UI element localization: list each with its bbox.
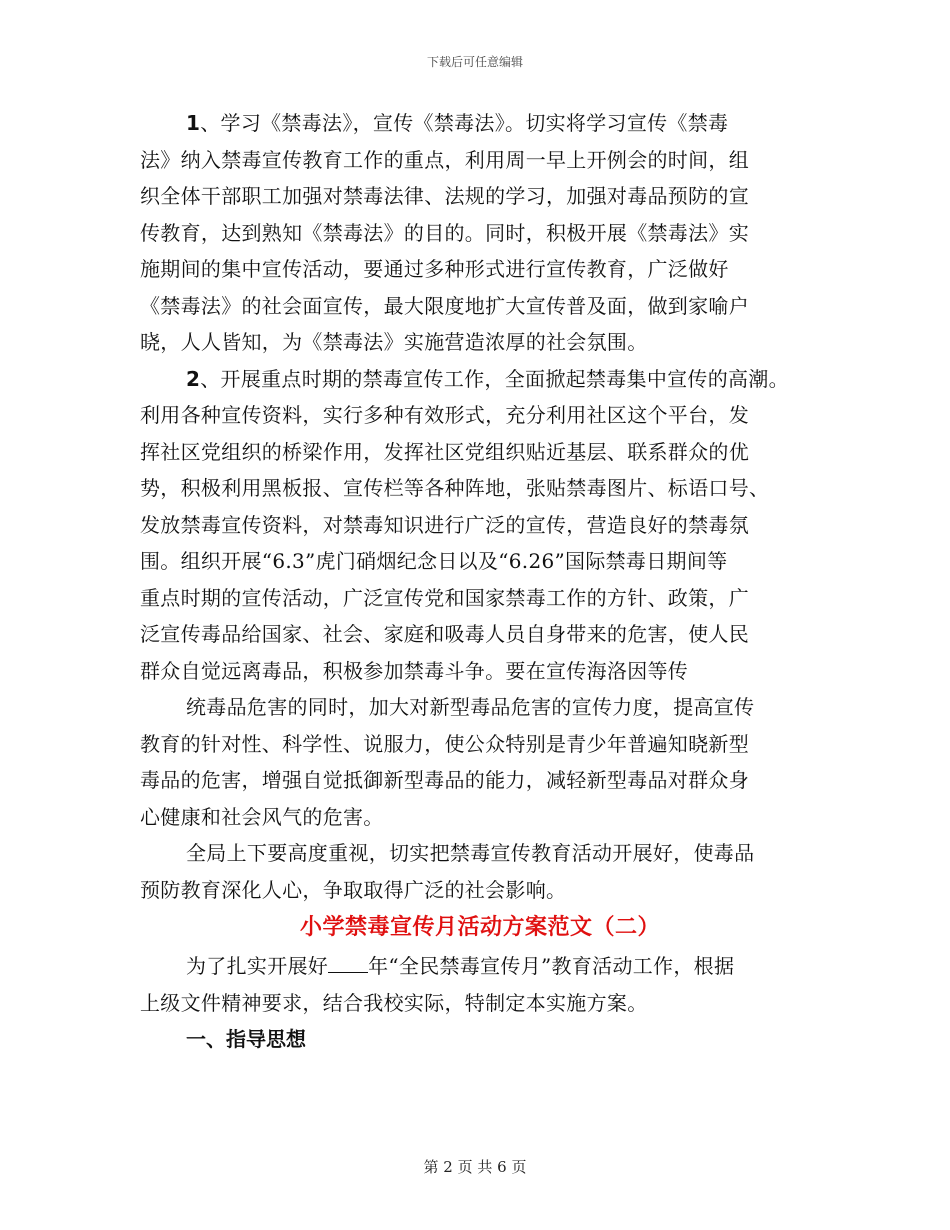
paragraph-line: 围。组织开展“6.3”虎门硝烟纪念日以及“6.26”国际禁毒日期间等 bbox=[140, 549, 728, 573]
paragraph-line: 重点时期的宣传活动，广泛宣传党和国家禁毒工作的方针、政策，广 bbox=[140, 585, 749, 610]
paragraph-line: 施期间的集中宣传活动，要通过多种形式进行宣传教育，广泛做好 bbox=[140, 257, 729, 281]
paragraph-line: 心健康和社会风气的危害。 bbox=[140, 804, 384, 829]
paragraph-line: 《禁毒法》的社会面宣传，最大限度地扩大宣传普及面，做到家喻户 bbox=[140, 293, 749, 318]
paragraph-line: 势，积极利用黑板报、宣传栏等各种阵地，张贴禁毒图片、标语口号、 bbox=[140, 476, 770, 500]
paragraph-line: 上级文件精神要求，结合我校实际，特制定本实施方案。 bbox=[140, 990, 648, 1015]
line-text: 为了扎实开展好 bbox=[186, 954, 329, 978]
paragraph-line: 传教育，达到熟知《禁毒法》的目的。同时，积极开展《禁毒法》实 bbox=[140, 220, 749, 245]
paragraph-line: 泛宣传毒品给国家、社会、家庭和吸毒人员自身带来的危害，使人民 bbox=[140, 622, 749, 646]
paragraph-1 bbox=[140, 105, 830, 361]
page-number: 第 2 页 共 6 页 bbox=[423, 1158, 527, 1176]
paragraph-line: 教育的针对性、科学性、说服力，使公众特别是青少年普遍知晓新型 bbox=[140, 731, 749, 756]
paragraph-line bbox=[140, 105, 830, 142]
line-text: 、学习《禁毒法》，宣传《禁毒法》。切实将学习宣传《禁毒 bbox=[200, 111, 729, 135]
paragraph-line: 全局上下要高度重视，切实把禁毒宣传教育活动开展好，使毒品 bbox=[186, 841, 755, 865]
paragraph-line: 织全体干部职工加强对禁毒法律、法规的学习，加强对毒品预防的宣 bbox=[140, 184, 749, 208]
blank-underline bbox=[328, 954, 368, 973]
paragraph-5 bbox=[140, 948, 830, 1021]
paragraph-line: 预防教育深化人心，争取取得广泛的社会影响。 bbox=[140, 877, 567, 902]
subheading-guiding-ideology: 一、指导思想 bbox=[186, 1027, 306, 1051]
paragraph-line: 群众自觉远离毒品，积极参加禁毒斗争。要在宣传海洛因等传 bbox=[140, 658, 689, 683]
paragraph-line: 发放禁毒宣传资料，对禁毒知识进行广泛的宣传，营造良好的禁毒氛 bbox=[140, 512, 749, 537]
paragraph-line: 晓，人人皆知，为《禁毒法》实施营造浓厚的社会氛围。 bbox=[140, 330, 648, 354]
paragraph-line bbox=[140, 361, 830, 398]
download-note: 下载后可任意编辑 bbox=[426, 55, 523, 69]
paragraph-4 bbox=[140, 835, 830, 908]
line-text: 、开展重点时期的禁毒宣传工作，全面掀起禁毒集中宣传的高潮。 bbox=[200, 366, 789, 391]
paragraph-line: 统毒品危害的同时，加大对新型毒品危害的宣传力度，提高宣传 bbox=[186, 695, 755, 719]
line-text: 年“全民禁毒宣传月”教育活动工作，根据 bbox=[368, 954, 735, 978]
paragraph-line: 毒品的危害，增强自觉抵御新型毒品的能力，减轻新型毒品对群众身 bbox=[140, 768, 749, 792]
list-number: 2 bbox=[186, 366, 201, 391]
paragraph-line: 挥社区党组织的桥梁作用，发挥社区党组织贴近基层、联系群众的优 bbox=[140, 439, 749, 464]
paragraph-3 bbox=[140, 689, 830, 835]
section-title: 小学禁毒宣传月活动方案范文（二） bbox=[299, 915, 660, 940]
document-body bbox=[140, 105, 830, 1061]
list-number: 1 bbox=[186, 111, 201, 135]
paragraph-line bbox=[140, 948, 830, 985]
paragraph-line: 法》纳入禁毒宣传教育工作的重点，利用周一早上开例会的时间，组 bbox=[140, 147, 749, 172]
paragraph-line: 利用各种宣传资料，实行多种有效形式，充分利用社区这个平台，发 bbox=[140, 403, 749, 427]
paragraph-2 bbox=[140, 361, 830, 690]
